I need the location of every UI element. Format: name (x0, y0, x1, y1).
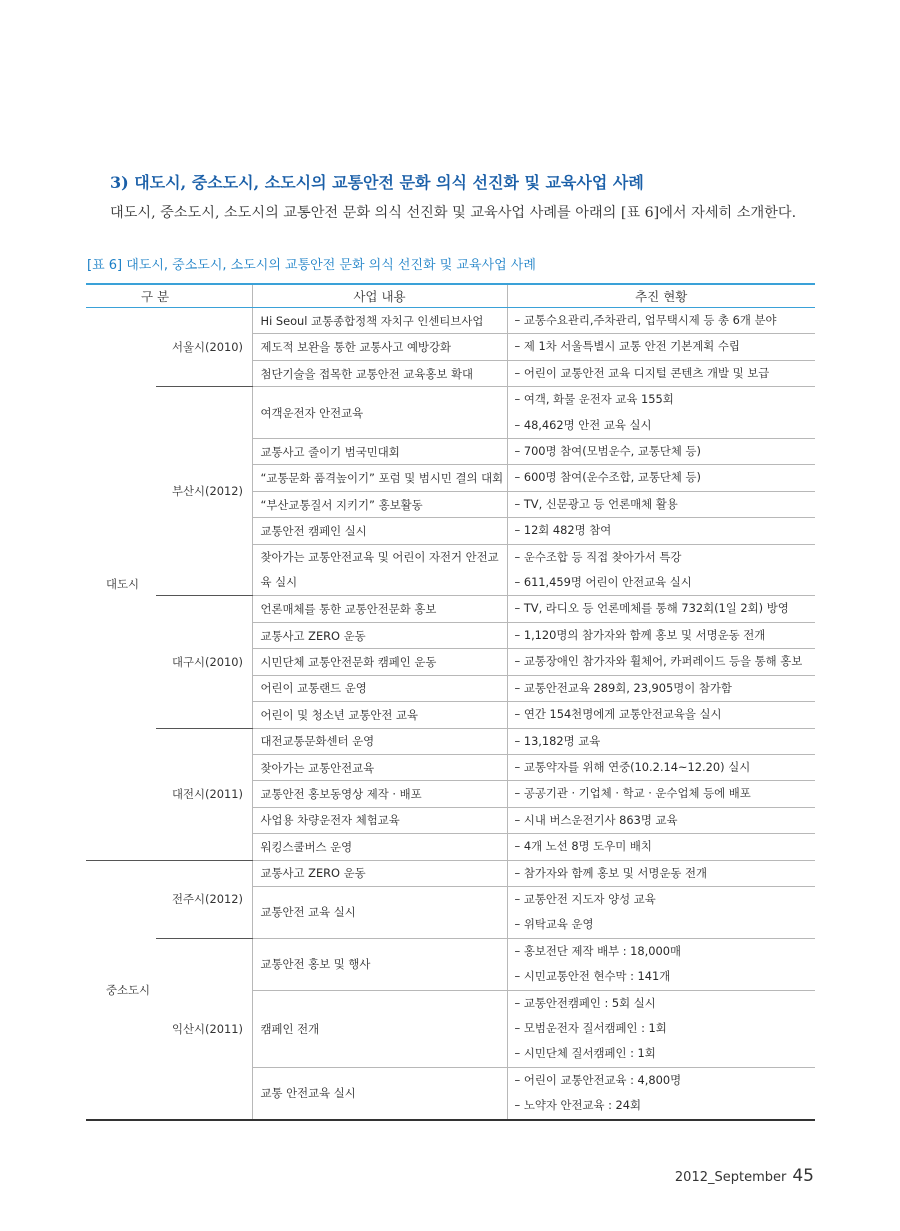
status-cell: – 참가자와 함께 홍보 및 서명운동 전개 (507, 860, 815, 886)
project-cell: 교통 안전교육 실시 (252, 1067, 507, 1119)
status-cell: – 교통안전교육 289회, 23,905명이 참가함 (507, 675, 815, 701)
status-cell: – 시내 버스운전기사 863명 교육 (507, 807, 815, 833)
status-cell: – TV, 라디오 등 언론메체를 통해 732회(1일 2회) 방영 (507, 596, 815, 622)
project-cell: 교통사고 ZERO 운동 (252, 860, 507, 886)
project-cell: 제도적 보완을 통한 교통사고 예방강화 (252, 334, 507, 360)
project-cell: 교통사고 줄이기 범국민대회 (252, 439, 507, 465)
status-cell: – 어린이 교통안전교육 : 4,800명 – 노약자 안전교육 : 24회 (507, 1067, 815, 1119)
project-cell: 교통안전 홍보동영상 제작 · 배포 (252, 781, 507, 807)
status-cell: – TV, 신문광고 등 언론매체 활용 (507, 491, 815, 517)
status-cell: – 운수조합 등 직접 찾아가서 특강 – 611,459명 어린이 안전교육 실시 (507, 544, 815, 596)
header-project: 사업 내용 (252, 284, 507, 308)
project-cell: 대전교통문화센터 운영 (252, 728, 507, 754)
section-intro: 대도시, 중소도시, 소도시의 교통안전 문화 의식 선진화 및 교육사업 사례를 아래의 [표 6]에서 자세히 소개한다. (110, 205, 797, 221)
table-caption: [표 6] 대도시, 중소도시, 소도시의 교통안전 문화 의식 선진화 및 교육사업 사례 (87, 258, 536, 273)
project-cell: 첨단기술을 접목한 교통안전 교육홍보 확대 (252, 360, 507, 386)
project-cell: 여객운전자 안전교육 (252, 387, 507, 439)
region-cell: 대도시 (86, 308, 156, 861)
project-cell: 어린이 및 청소년 교통안전 교육 (252, 702, 507, 728)
project-cell: 교통안전 홍보 및 행사 (252, 938, 507, 990)
status-cell: – 700명 참여(모범운수, 교통단체 등) (507, 439, 815, 465)
page-footer (675, 1166, 814, 1186)
status-cell: – 제 1차 서울특별시 교통 안전 기본계획 수립 (507, 334, 815, 360)
region-cell: 중소도시 (86, 860, 156, 1120)
city-cell: 전주시(2012) (156, 860, 252, 938)
status-cell: – 12회 482명 참여 (507, 518, 815, 544)
city-cell: 대전시(2011) (156, 728, 252, 860)
status-cell: – 교통약자를 위해 연중(10.2.14~12.20) 실시 (507, 754, 815, 780)
table-row (86, 387, 815, 439)
project-cell: “교통문화 품격높이기” 포럼 및 범시민 결의 대회 (252, 465, 507, 491)
table-row (86, 860, 815, 886)
project-cell: 캠페인 전개 (252, 990, 507, 1067)
project-cell: 워킹스쿨버스 운영 (252, 834, 507, 860)
project-cell: 어린이 교통랜드 운영 (252, 675, 507, 701)
city-cell: 부산시(2012) (156, 387, 252, 596)
status-cell: – 4개 노선 8명 도우미 배치 (507, 834, 815, 860)
header-status: 추진 현황 (507, 284, 815, 308)
table-header-row (86, 284, 815, 308)
status-cell: – 교통안전 지도자 양성 교육 – 위탁교육 운영 (507, 886, 815, 938)
table-row (86, 728, 815, 754)
table-row (86, 938, 815, 990)
case-table (86, 283, 815, 1121)
status-cell: – 교통안전캠페인 : 5회 실시 – 모범운전자 질서캠페인 : 1회 – 시민단체 질서캠페인 : 1회 (507, 990, 815, 1067)
table-row (86, 308, 815, 334)
project-cell: 시민단체 교통안전문화 캠페인 운동 (252, 649, 507, 675)
status-cell: – 13,182명 교육 (507, 728, 815, 754)
status-cell: – 공공기관 · 기업체 · 학교 · 운수업체 등에 배포 (507, 781, 815, 807)
project-cell: 교통안전 교육 실시 (252, 886, 507, 938)
status-cell: – 600명 참여(운수조합, 교통단체 등) (507, 465, 815, 491)
status-cell: – 교통수요관리,주차관리, 업무택시제 등 총 6개 분야 (507, 308, 815, 334)
footer-issue: 2012_September (674, 1170, 787, 1185)
status-cell: – 교통장애인 참가자와 휠체어, 카퍼레이드 등을 통해 홍보 (507, 649, 815, 675)
city-cell: 익산시(2011) (156, 938, 252, 1119)
header-division: 구 분 (86, 284, 252, 308)
project-cell: 찾아가는 교통안전교육 및 어린이 자전거 안전교육 실시 (252, 544, 507, 596)
project-cell: 교통사고 ZERO 운동 (252, 622, 507, 648)
project-cell: 언론매체를 통한 교통안전문화 홍보 (252, 596, 507, 622)
project-cell: 교통안전 캠페인 실시 (252, 518, 507, 544)
status-cell: – 여객, 화물 운전자 교육 155회 – 48,462명 안전 교육 실시 (507, 387, 815, 439)
project-cell: 사업용 차량운전자 체험교육 (252, 807, 507, 833)
page-number: 45 (792, 1166, 814, 1186)
status-cell: – 연간 154천명에게 교통안전교육을 실시 (507, 702, 815, 728)
city-cell: 서울시(2010) (156, 308, 252, 387)
project-cell: “부산교통질서 지키기” 홍보활동 (252, 491, 507, 517)
status-cell: – 어린이 교통안전 교육 디지털 콘텐츠 개발 및 보급 (507, 360, 815, 386)
project-cell: Hi Seoul 교통종합정책 자치구 인센티브사업 (252, 308, 507, 334)
city-cell: 대구시(2010) (156, 596, 252, 728)
table-row (86, 596, 815, 622)
project-cell: 찾아가는 교통안전교육 (252, 754, 507, 780)
status-cell: – 1,120명의 참가자와 함께 홍보 및 서명운동 전개 (507, 622, 815, 648)
section-title: 3) 대도시, 중소도시, 소도시의 교통안전 문화 의식 선진화 및 교육사업 사례 (110, 173, 644, 192)
status-cell: – 홍보전단 제작 배부 : 18,000매 – 시민교통안전 현수막 : 141개 (507, 938, 815, 990)
